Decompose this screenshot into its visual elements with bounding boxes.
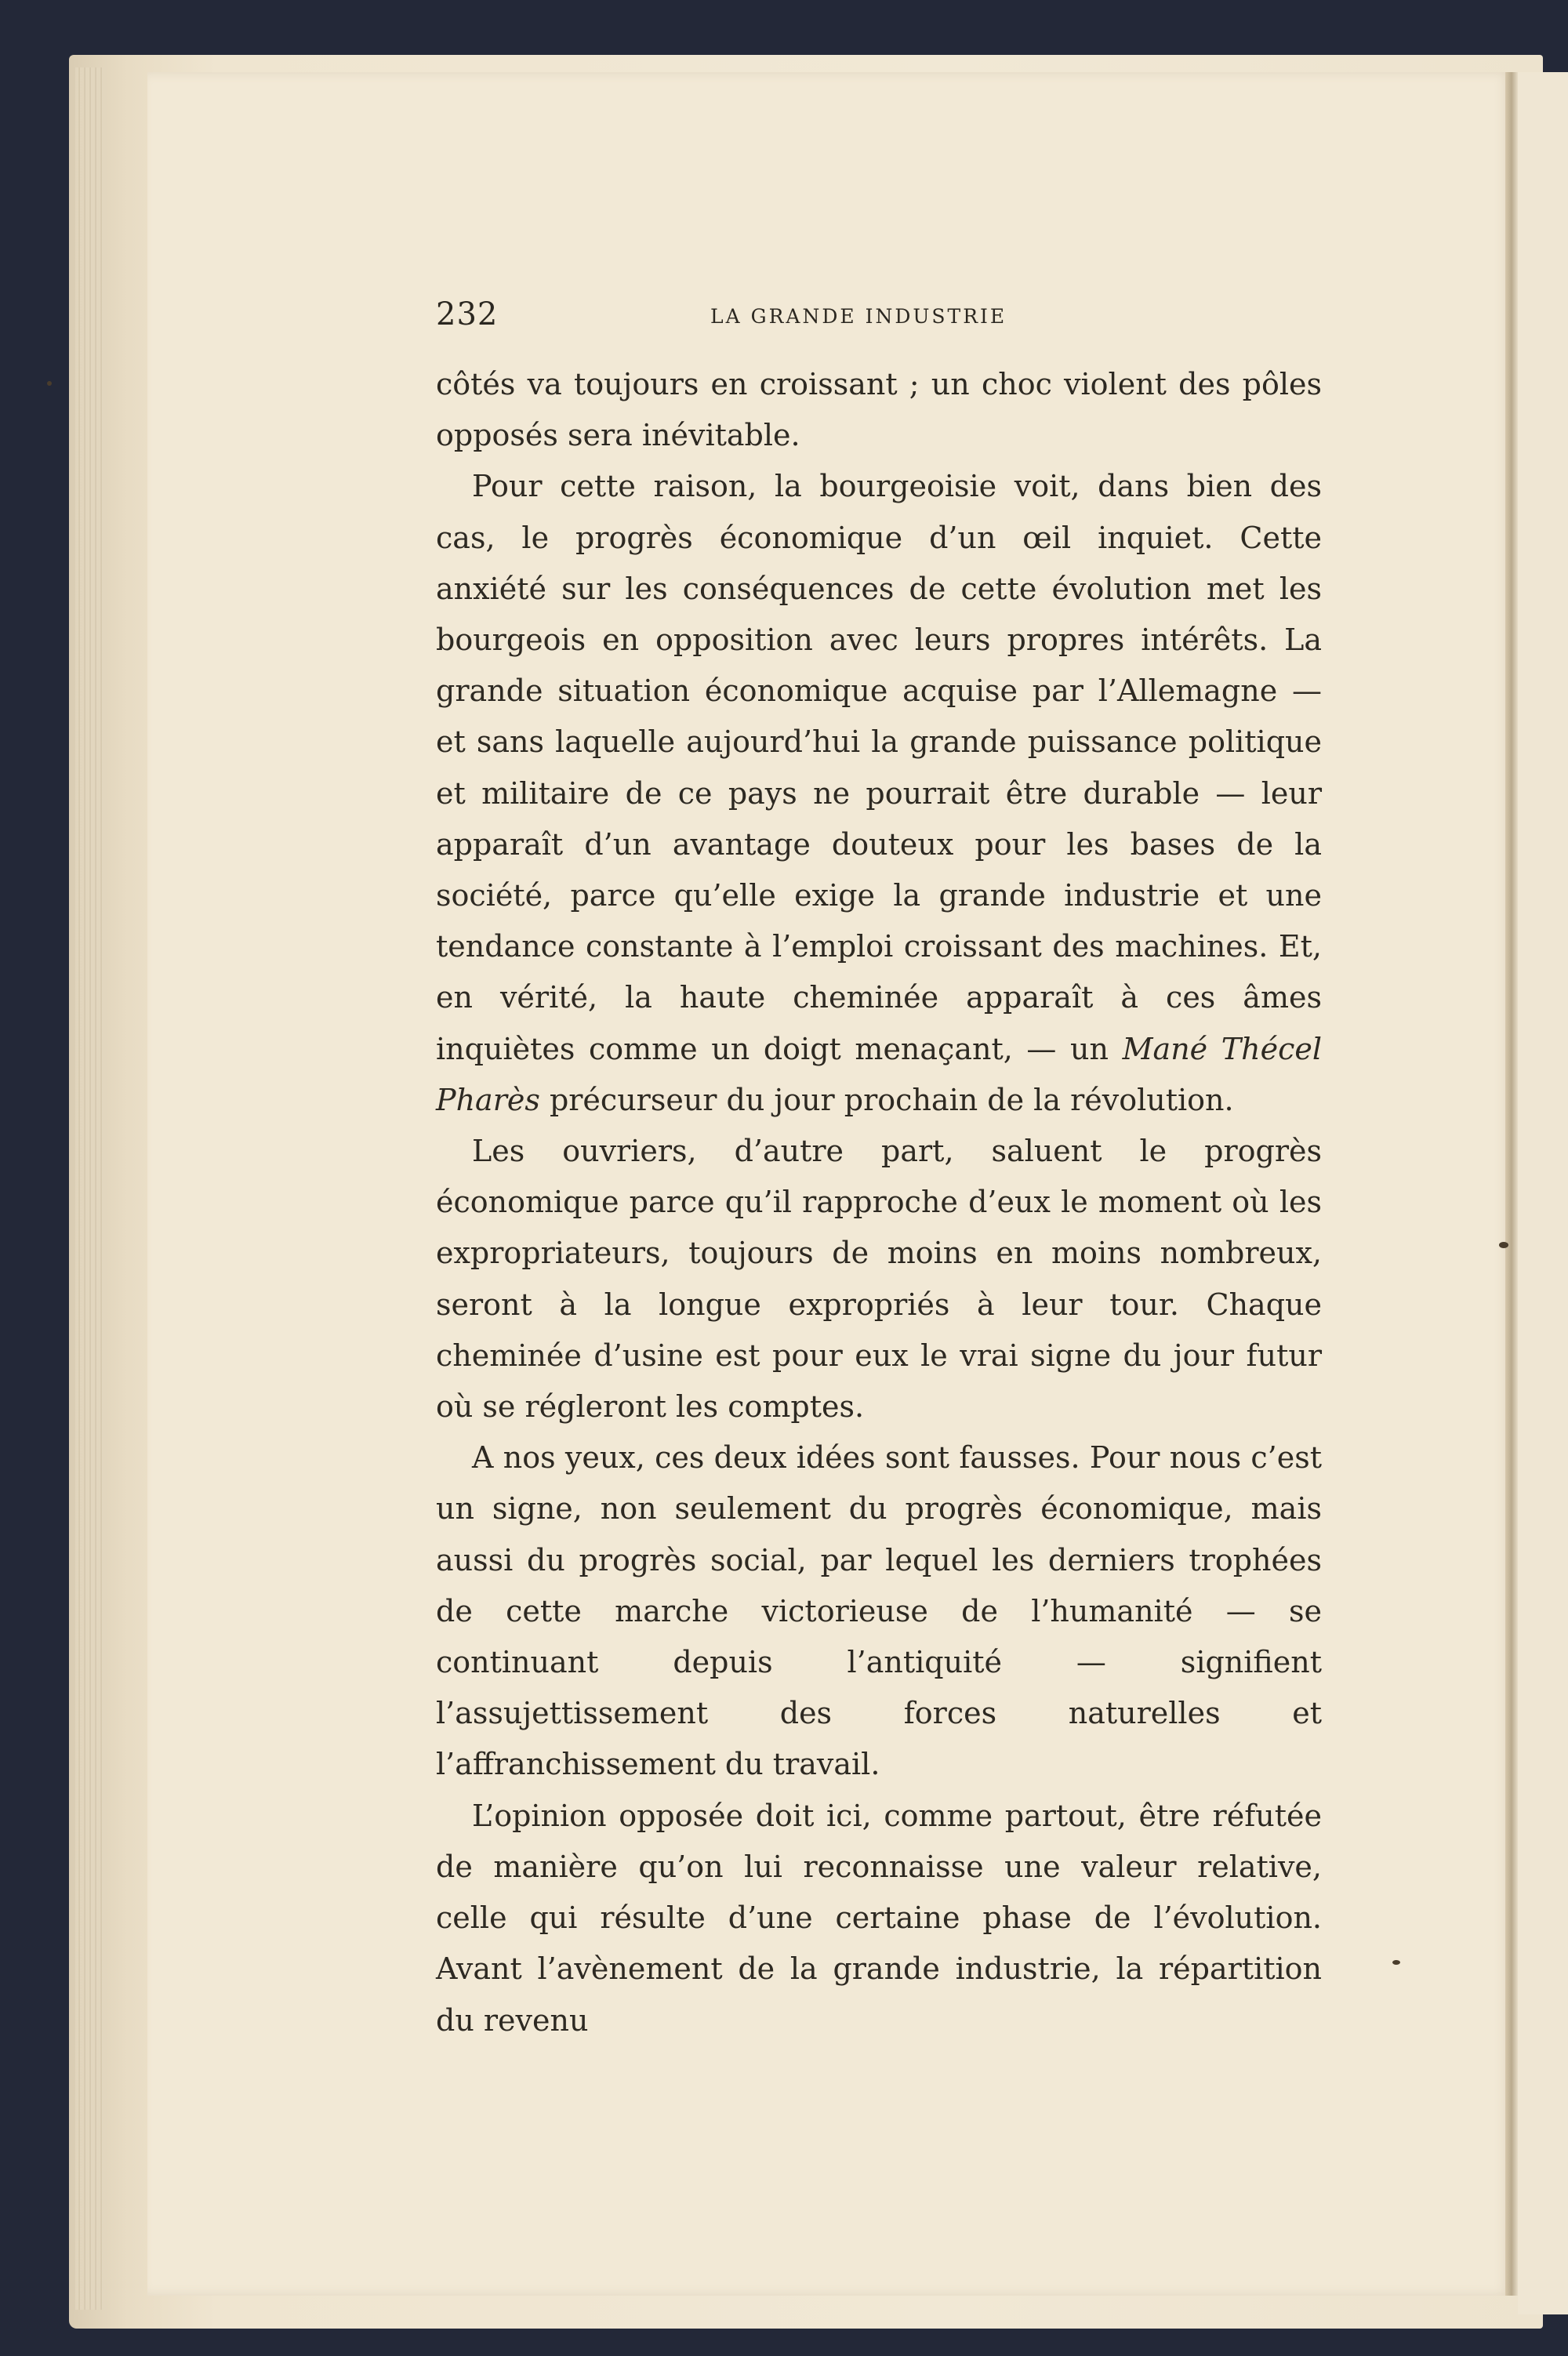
- body-text: [436, 359, 1322, 2046]
- page-edges: [75, 67, 105, 2310]
- paper-speck: [47, 381, 52, 386]
- paragraph-text: Pour cette raison, la bourgeoisie voit, dans bien des cas, le progrès économique d’un œil inquiet. Cette anxiété sur les conséquences de cette évolution met les bourgeois en opposition avec leurs propres intérêts. La grande situation économique acquise par l’Allemagne — et sans laquelle aujourd’hui la grande puissance politique et militaire de ce pays ne pourrait être durable — leur apparaît d’un avantage douteux pour les bases de la société, parce qu’elle exige la grande industrie et une tendance constante à l’emploi croissant des machines. Et, en vérité, la haute cheminée apparaît à ces âmes inquiètes comme un doigt menaçant, — un: [436, 469, 1322, 1066]
- book-gutter: [1505, 72, 1518, 2296]
- paragraph: [436, 461, 1322, 1126]
- facing-page-edge: [1518, 72, 1568, 2314]
- paper-speck: [1499, 1242, 1508, 1248]
- page-header: [436, 295, 1322, 342]
- running-head: LA GRANDE INDUSTRIE: [710, 305, 1007, 328]
- italic-phrase: Mané Thécel Pharès: [436, 1031, 1322, 1117]
- paragraph: A nos yeux, ces deux idées sont fausses. Pour nous c’est un signe, non seulement du progrès économique, mais aussi du progrès social, par lequel les derniers trophées de cette marche victorieuse de l’humanité — se continuant depuis l’antiquité — signifient l’assujettissement des forces naturelles et l’affranchissement du travail.: [436, 1440, 1322, 1782]
- paragraph-continuation: côtés va toujours en croissant ; un choc violent des pôles opposés sera inévitable.: [436, 367, 1322, 453]
- page-number: 232: [436, 296, 499, 332]
- paragraph: Les ouvriers, d’autre part, saluent le progrès économique parce qu’il rapproche d’eux le moment où les expropriateurs, toujours de moins en moins nombreux, seront à la longue expropriés à leur tour. Chaque cheminée d’usine est pour eux le vrai signe du jour futur où se régleront les comptes.: [436, 1134, 1322, 1425]
- paragraph: L’opinion opposée doit ici, comme partout, être réfutée de manière qu’on lui reconnaisse une valeur relative, celle qui résulte d’une certaine phase de l’évolution. Avant l’avènement de la grande industrie, la répartition du revenu: [436, 1798, 1322, 2038]
- paragraph-text-end: précurseur du jour prochain de la révolution.: [539, 1082, 1234, 1117]
- paper-speck: [1392, 1960, 1400, 1965]
